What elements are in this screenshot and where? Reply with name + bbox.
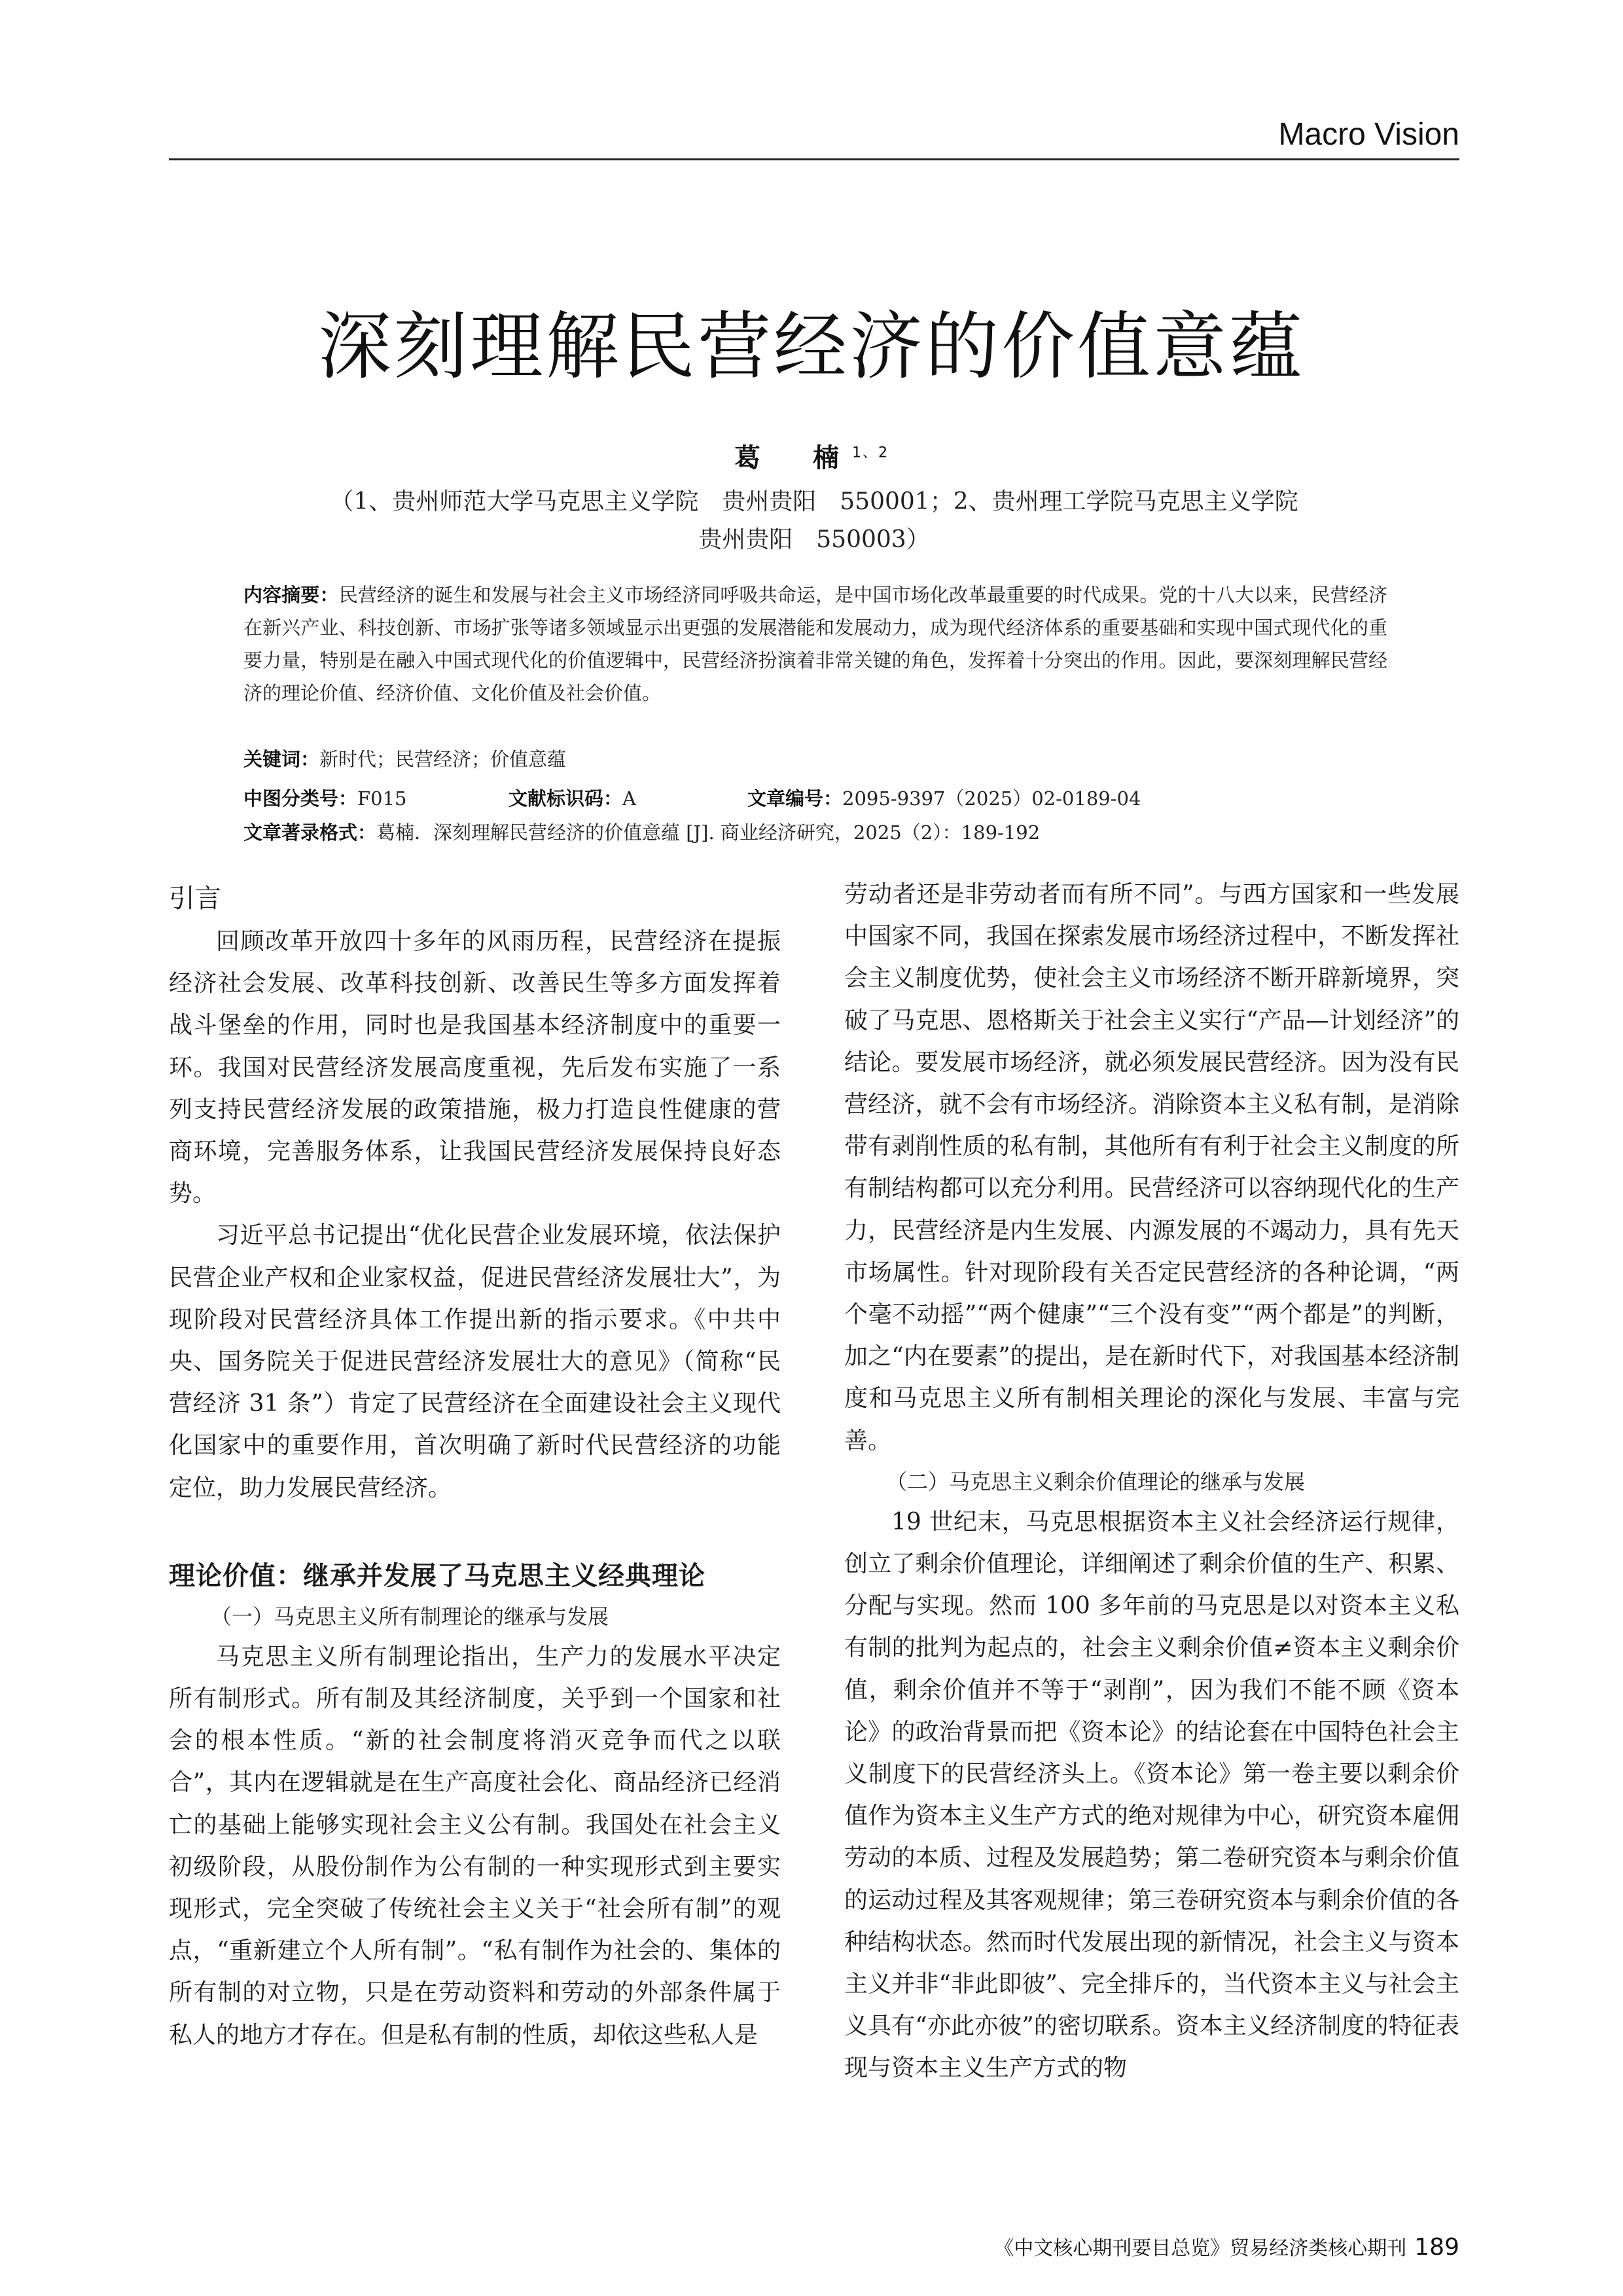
author-affiliation-marker: 1、2 — [852, 444, 889, 461]
author-name: 葛 楠 — [734, 443, 852, 473]
subsection-1-heading: （一）马克思主义所有制理论的继承与发展 — [211, 1604, 609, 1629]
subsection-2-paragraph: 19 世纪末，马克思根据资本主义社会经济运行规律，创立了剩余价值理论，详细阐述了剩余价值的生产、积累、分配与实现。然而 100 多年前的马克思是以对资本主义私有制的批判为起点的，社会主义剩余价值≠资本主义剩余价值，剩余价值并不等于“剥削”，因为我们不能不顾《资本论》的政治背景而把《资本论》的结论套在中国特色社会主义制度下的民营经济头上。《资本论》第一卷主要以剩余价值作为资本主义生产方式的绝对规律为中心，研究资本雇佣劳动的本质、过程及发展趋势；第二卷研究资本与剩余价值的运动过程及其客观规律；第三卷研究资本与剩余价值的各种结构状态。然而时代发展出现的新情况，社会主义与资本主义并非“非此即彼”、完全排斥的，当代资本主义与社会主义具有“亦此亦彼”的密切联系。资本主义经济制度的特征表现与资本主义生产方式的物 — [844, 1508, 1459, 2082]
doc-code — [508, 784, 636, 811]
abstract-text: 民营经济的诞生和发展与社会主义市场经济同呼吸共命运，是中国市场化改革最重要的时代成果。党的十八大以来，民营经济在新兴产业、科技创新、市场扩张等诸多领域显示出更强的发展潜能和发展动力，成为现代经济体系的重要基础和实现中国式现代化的重要力量，特别是在融入中国式现代化的价值逻辑中，民营经济扮演着非常关键的角色，发挥着十分突出的作用。因此，要深刻理解民营经济的理论价值、经济价值、文化价值及社会价值。 — [243, 584, 1387, 704]
keywords-label: 关键词： — [243, 748, 320, 770]
intro-paragraph-1: 回顾改革开放四十多年的风雨历程，民营经济在提振经济社会发展、改革科技创新、改善民生等多方面发挥着战斗堡垒的作用，同时也是我国基本经济制度中的重要一环。我国对民营经济发展高度重视，先后发布实施了一系列支持民营经济发展的政策措施，极力打造良性健康的营商环境，完善服务体系，让我国民营经济发展保持良好态势。 — [169, 928, 781, 1208]
right-column — [844, 874, 1459, 2090]
abstract — [243, 579, 1387, 709]
keywords — [243, 745, 566, 772]
affiliation-line-1: （1、贵州师范大学马克思主义学院 贵州贵阳 550001；2、贵州理工学院马克思主义学院 — [330, 488, 1298, 515]
intro-paragraph-2: 习近平总书记提出“优化民营企业发展环境，依法保护民营企业产权和企业家权益，促进民营经济发展壮大”，为现阶段对民营经济具体工作提出新的指示要求。《中共中央、国务院关于促进民营经济发展壮大的意见》（简称“民营经济 31 条”）肯定了民营经济在全面建设社会主义现代化国家中的重要作用，首次明确了新时代民营经济的功能定位，助力发展民营经济。 — [169, 1222, 781, 1501]
author-line — [0, 437, 1623, 475]
article-number — [747, 784, 1141, 811]
clc-code — [243, 784, 407, 811]
article-number-value: 2095-9397（2025）02-0189-04 — [842, 787, 1141, 810]
citation — [243, 818, 1040, 845]
page-footer — [994, 2232, 1459, 2261]
header-rule — [169, 158, 1459, 160]
intro-heading: 引言 — [169, 884, 221, 914]
continued-paragraph: 劳动者还是非劳动者而有所不同”。与西方国家和一些发展中国家不同，我国在探索发展市场经济过程中，不断发挥社会主义制度优势，使社会主义市场经济不断开辟新境界，突破了马克思、恩格斯关于社会主义实行“产品—计划经济”的结论。要发展市场经济，就必须发展民营经济。因为没有民营经济，就不会有市场经济。消除资本主义私有制，是消除带有剥削性质的私有制，其他所有有利于社会主义制度的所有制结构都可以充分利用。民营经济可以容纳现代化的生产力，民营经济是内生发展、内源发展的不竭动力，具有先天市场属性。针对现阶段有关否定民营经济的各种论调，“两个毫不动摇”“两个健康”“三个没有变”“两个都是”的判断，加之“内在要素”的提出，是在新时代下，对我国基本经济制度和马克思主义所有制相关理论的深化与发展、丰富与完善。 — [844, 881, 1459, 1454]
citation-label: 文章著录格式： — [243, 821, 377, 844]
section-label: Macro Vision — [1278, 117, 1459, 152]
clc-label: 中图分类号： — [243, 787, 358, 810]
abstract-label: 内容摘要： — [243, 584, 339, 606]
doc-code-label: 文献标识码： — [508, 787, 623, 810]
article-title: 深刻理解民营经济的价值意蕴 — [318, 304, 1305, 389]
article-number-label: 文章编号： — [747, 787, 843, 810]
journal-text: 《中文核心期刊要目总览》贸易经济类核心期刊 — [994, 2237, 1407, 2260]
keywords-text: 新时代；民营经济；价值意蕴 — [319, 748, 567, 770]
clc-value: F015 — [357, 787, 407, 810]
section-1-heading: 理论价值：继承并发展了马克思主义经典理论 — [169, 1560, 705, 1591]
subsection-2-heading: （二）马克思主义剩余价值理论的继承与发展 — [886, 1469, 1306, 1494]
page-number: 189 — [1414, 2234, 1459, 2261]
affiliation-line-2: 贵州贵阳 550003） — [698, 526, 930, 553]
citation-text: 葛楠．深刻理解民营经济的价值意蕴 [J]. 商业经济研究，2025（2）：189-192 — [376, 821, 1041, 844]
subsection-1-paragraph: 马克思主义所有制理论指出，生产力的发展水平决定所有制形式。所有制及其经济制度，关乎到一个国家和社会的根本性质。“新的社会制度将消灭竞争而代之以联合”，其内在逻辑就是在生产高度社会化、商品经济已经消亡的基础上能够实现社会主义公有制。我国处在社会主义初级阶段，从股份制作为公有制的一种实现形式到主要实现形式，完全突破了传统社会主义关于“社会所有制”的观点，“重新建立个人所有制”。“私有制作为社会的、集体的所有制的对立物，只是在劳动资料和劳动的外部条件属于私人的地方才存在。但是私有制的性质，却依这些私人是 — [169, 1643, 781, 2049]
doc-code-value: A — [622, 787, 636, 810]
left-column — [169, 874, 781, 2056]
